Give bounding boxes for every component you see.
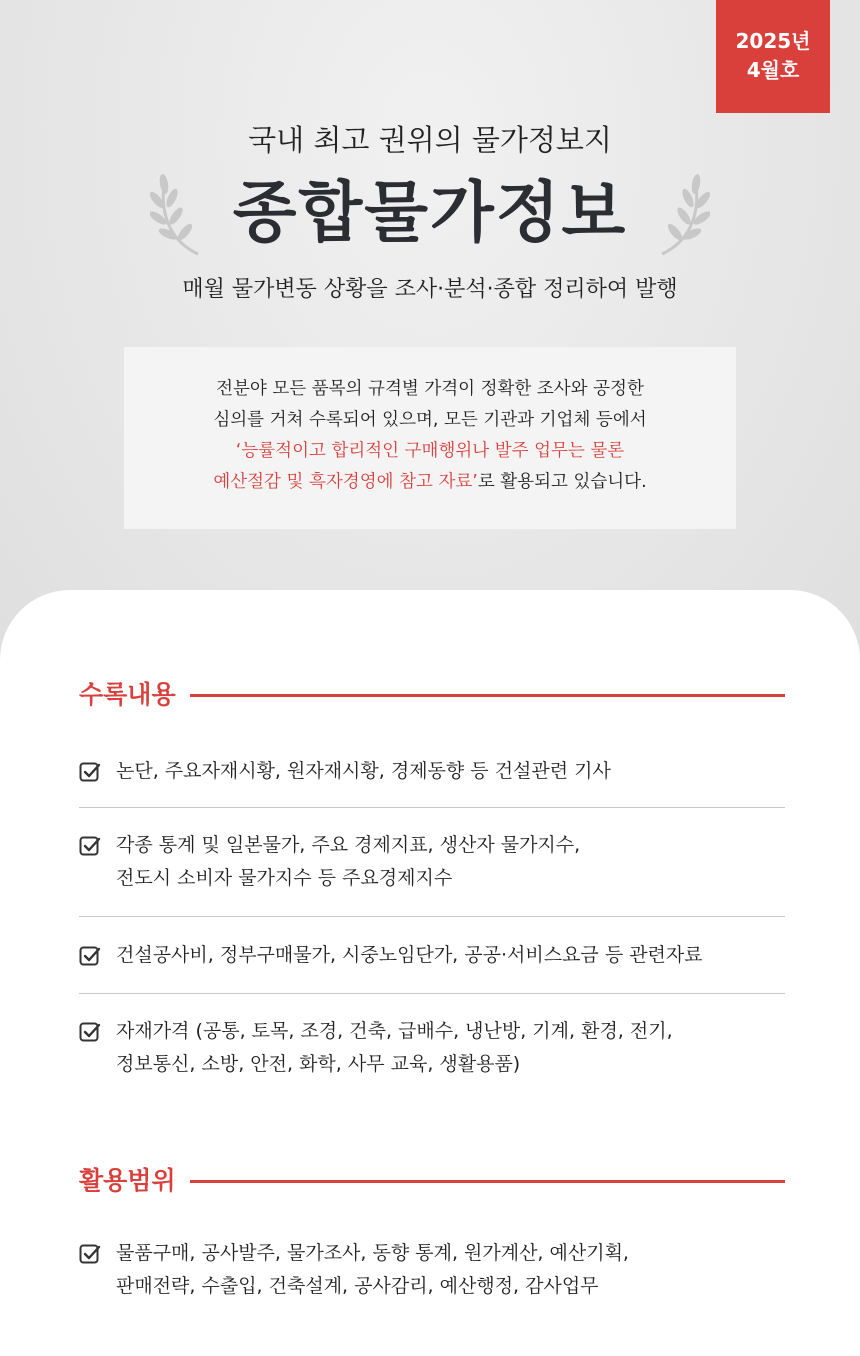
laurel-right-icon [650, 172, 710, 256]
list-item [79, 1015, 785, 1081]
checkbox-checked-icon [79, 945, 101, 967]
contents-heading-label: 수록내용 [79, 675, 190, 715]
list-item [79, 755, 785, 788]
list-item [79, 939, 785, 972]
divider [79, 993, 785, 994]
page-title: 종합물가정보 [232, 174, 628, 251]
divider [79, 916, 785, 917]
divider [79, 807, 785, 808]
checkbox-checked-icon [79, 761, 101, 783]
intro-line-4-rest: 로 활용되고 있습니다. [477, 472, 647, 492]
title-row [0, 168, 860, 258]
intro-line-4-highlight: 예산절감 및 흑자경영에 참고 자료’ [213, 472, 478, 492]
list-item-text: 판매전략, 수출입, 건축설계, 공사감리, 예산행정, 감사업무 [116, 1275, 599, 1297]
page-subtitle: 국내 최고 권위의 물가정보지 [248, 123, 612, 157]
intro-line-2: 심의를 거쳐 수록되어 있으며, 모든 기관과 기업체 등에서 [213, 410, 647, 430]
list-item-text: 건설공사비, 정부구매물가, 시중노임단가, 공공·서비스요금 등 관련자료 [116, 944, 703, 966]
checkbox-checked-icon [79, 1243, 101, 1265]
list-item-text: 자재가격 (공통, 토목, 조경, 건축, 급배수, 냉난방, 기계, 환경, 전기, [116, 1020, 673, 1042]
list-item [79, 829, 785, 895]
intro-line-4 [124, 467, 736, 498]
intro-line-3-highlight: ‘능률적이고 합리적인 구매행위나 발주 업무는 물론 [235, 441, 625, 461]
list-item-text: 논단, 주요자재시황, 원자재시황, 경제동향 등 건설관련 기사 [116, 760, 611, 782]
issue-month: 4월호 [746, 58, 800, 82]
usage-heading-label: 활용범위 [79, 1161, 190, 1201]
list-item-text: 정보통신, 소방, 안전, 화학, 사무 교육, 생활용품) [116, 1053, 521, 1075]
issue-badge [716, 0, 830, 113]
usage-heading [79, 1161, 785, 1201]
list-item-text: 각종 통계 및 일본물가, 주요 경제지표, 생산자 물가지수, [116, 834, 581, 856]
checkbox-checked-icon [79, 835, 101, 857]
list-item [79, 1237, 785, 1303]
intro-line-1: 전분야 모든 품목의 규격별 가격이 정확한 조사와 공정한 [216, 379, 644, 399]
contents-heading [79, 675, 785, 715]
issue-year: 2025년 [735, 29, 811, 53]
list-item-text: 물품구매, 공사발주, 물가조사, 동향 통계, 원가계산, 예산기획, [116, 1242, 629, 1264]
list-item-text: 전도시 소비자 물가지수 등 주요경제지수 [116, 867, 453, 889]
checkbox-checked-icon [79, 1021, 101, 1043]
intro-box [124, 347, 736, 529]
page-tagline: 매월 물가변동 상황을 조사·분석·종합 정리하여 발행 [182, 277, 678, 302]
